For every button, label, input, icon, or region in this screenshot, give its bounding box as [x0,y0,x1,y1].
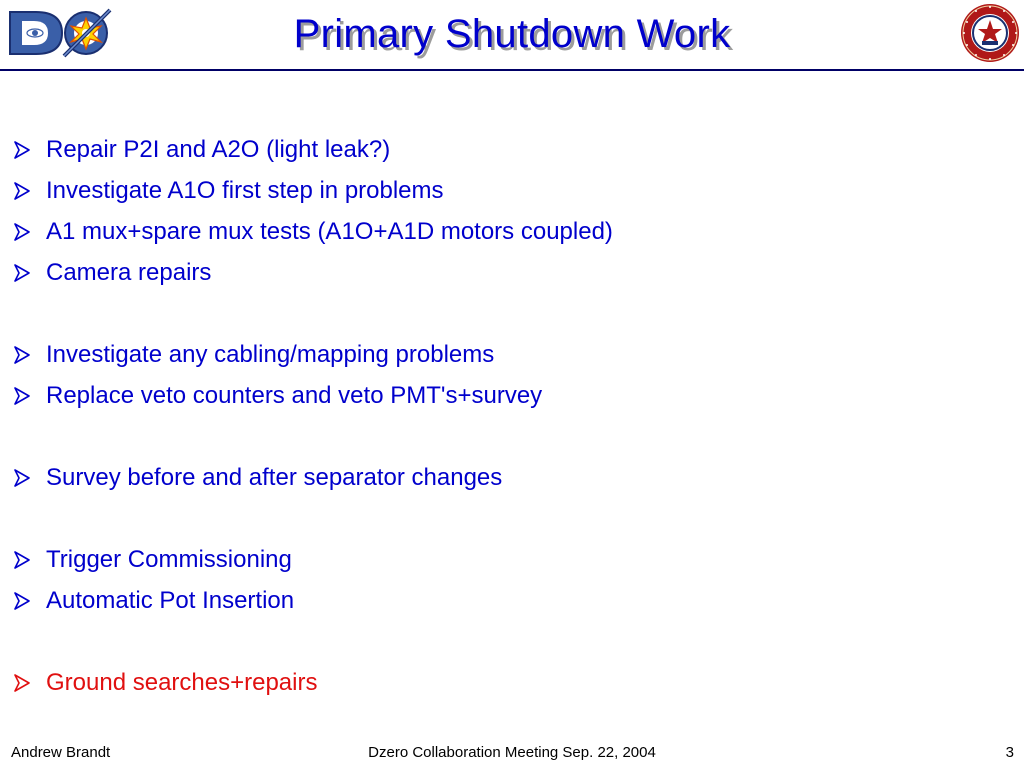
bullet-item [14,463,502,493]
arrow-bullet-icon [14,589,30,609]
bullet-text: Automatic Pot Insertion [46,587,295,614]
arrow-bullet-icon [14,466,30,486]
bullet-text: Investigate any cabling/mapping problems [46,341,495,368]
bullet-text: Trigger Commissioning [46,546,292,573]
slide-title: Primary Shutdown Work [293,12,731,56]
footer-page-number: 3 [1005,744,1014,761]
arrow-bullet-icon [14,220,30,240]
bullet-text: Ground searches+repairs [46,669,318,696]
arrow-bullet-icon [14,343,30,363]
arrow-bullet-icon [14,138,30,158]
arrow-bullet-icon [14,261,30,281]
bullet-item-highlight [14,668,317,698]
bullet-item [14,340,494,370]
bullet-item [14,135,390,165]
bullet-item [14,176,444,206]
arrow-bullet-icon [14,179,30,199]
bullet-item [14,258,211,288]
bullet-text: Camera repairs [46,259,212,286]
bullet-text: Survey before and after separator changes [46,464,503,491]
bullet-text: Repair P2I and A2O (light leak?) [46,136,391,163]
bullet-item [14,217,613,247]
footer-author: Andrew Brandt [11,744,111,761]
bullet-text: Investigate A1O first step in problems [46,177,444,204]
footer-event: Dzero Collaboration Meeting Sep. 22, 2004 [368,744,656,761]
bullet-item [14,545,292,575]
bullet-item [14,586,294,616]
arrow-bullet-icon [14,548,30,568]
arrow-bullet-icon [14,671,30,691]
bullet-text: Replace veto counters and veto PMT's+survey [46,382,543,409]
bullet-item [14,381,542,411]
arrow-bullet-icon [14,384,30,404]
bullet-text: A1 mux+spare mux tests (A1O+A1D motors coupled) [46,218,613,245]
